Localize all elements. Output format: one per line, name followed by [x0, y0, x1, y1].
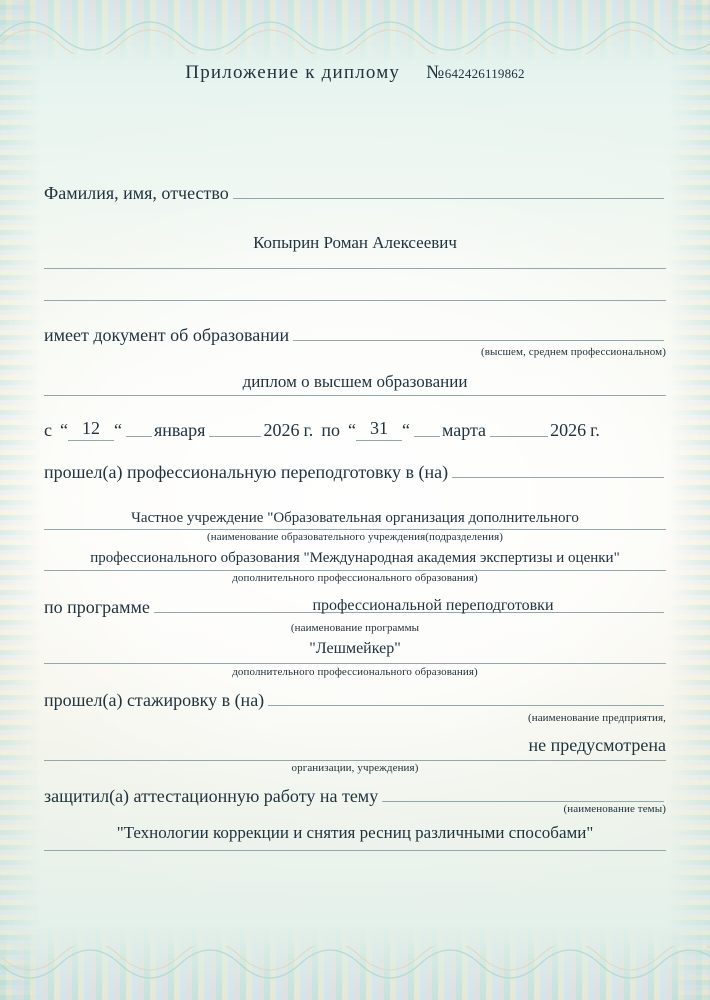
- thesis-label: защитил(а) аттестационную работу на тему: [44, 786, 379, 806]
- period-quote-open-to: “: [347, 420, 356, 440]
- retraining-label: прошел(а) профессиональную переподготовку в (на): [44, 462, 449, 482]
- period-rule-1: [126, 436, 152, 437]
- period-quote-close-to: “: [401, 420, 410, 440]
- fio-label: Фамилия, имя, отчество: [44, 183, 229, 203]
- program-name: "Лешмейкер": [309, 640, 401, 657]
- education-doc-row: [44, 325, 666, 346]
- internship-row: [44, 690, 666, 711]
- education-doc-caption: (высшем, среднем профессиональном): [480, 346, 666, 358]
- fio-row: [44, 183, 666, 204]
- internship-underline: [44, 760, 666, 761]
- period-row: [44, 418, 666, 441]
- internship-value: не предусмотрена: [528, 735, 666, 755]
- program-caption-2: дополнительного профессионального образования): [232, 666, 478, 678]
- program-value: профессиональной переподготовки: [312, 597, 554, 614]
- retraining-caption-1: (наименование образовательного учреждения(подразделения): [207, 531, 503, 543]
- fio-value: Копырин Роман Алексеевич: [253, 233, 457, 252]
- period-month-to: марта: [441, 420, 487, 440]
- period-rule-2: [209, 436, 261, 437]
- thesis-underline: [44, 850, 666, 851]
- period-rule-3: [414, 436, 440, 437]
- header-title: Приложение к диплому: [185, 62, 401, 83]
- period-quote-open-from: “: [60, 420, 68, 440]
- period-prefix: с: [44, 420, 52, 440]
- education-doc-label: имеет документ об образовании: [44, 325, 290, 345]
- period-day-to: 31: [356, 418, 402, 441]
- retraining-rule: [452, 477, 664, 478]
- period-quote-close-from: “: [114, 420, 122, 440]
- period-year-from: 2026: [263, 420, 300, 440]
- thesis-rule: [382, 801, 664, 802]
- fio-rule: [233, 198, 664, 199]
- program-underline: [44, 663, 666, 664]
- internship-label: прошел(а) стажировку в (на): [44, 690, 265, 710]
- internship-rule: [268, 705, 664, 706]
- retraining-caption-2: дополнительного профессионального образования): [232, 572, 478, 584]
- fio-underline-1: [44, 268, 666, 269]
- period-year-to: 2026: [550, 420, 587, 440]
- internship-caption-1: (наименование предприятия,: [527, 712, 666, 724]
- program-caption-1: (наименование программы: [290, 622, 420, 634]
- header-number-sign: №: [426, 62, 445, 83]
- header-document-number: 642426119862: [444, 66, 525, 81]
- retraining-row: [44, 462, 666, 483]
- fio-underline-2: [44, 300, 666, 301]
- education-doc-underline: [44, 395, 666, 396]
- period-month-from: января: [154, 420, 206, 440]
- retraining-underline-1: [44, 529, 666, 530]
- thesis-caption: (наименование темы): [563, 803, 666, 815]
- thesis-value: "Технологии коррекции и снятия ресниц различными способами": [116, 823, 594, 842]
- period-year-from-suffix: г.: [303, 420, 314, 440]
- retraining-line-2: профессионального образования "Международная академия экспертизы и оценки": [90, 550, 620, 566]
- education-doc-value: диплом о высшем образовании: [242, 372, 468, 391]
- period-mid: по: [321, 420, 340, 440]
- period-rule-4: [490, 436, 548, 437]
- education-doc-rule: [293, 340, 664, 341]
- retraining-underline-2: [44, 570, 666, 571]
- program-label: по программе: [44, 597, 150, 617]
- internship-caption-2: организации, учреждения): [291, 762, 419, 774]
- period-year-to-suffix: г.: [590, 420, 600, 440]
- period-day-from: 12: [68, 418, 114, 441]
- document-header: [0, 62, 710, 84]
- retraining-line-1: Частное учреждение "Образовательная организация дополнительного: [131, 510, 579, 526]
